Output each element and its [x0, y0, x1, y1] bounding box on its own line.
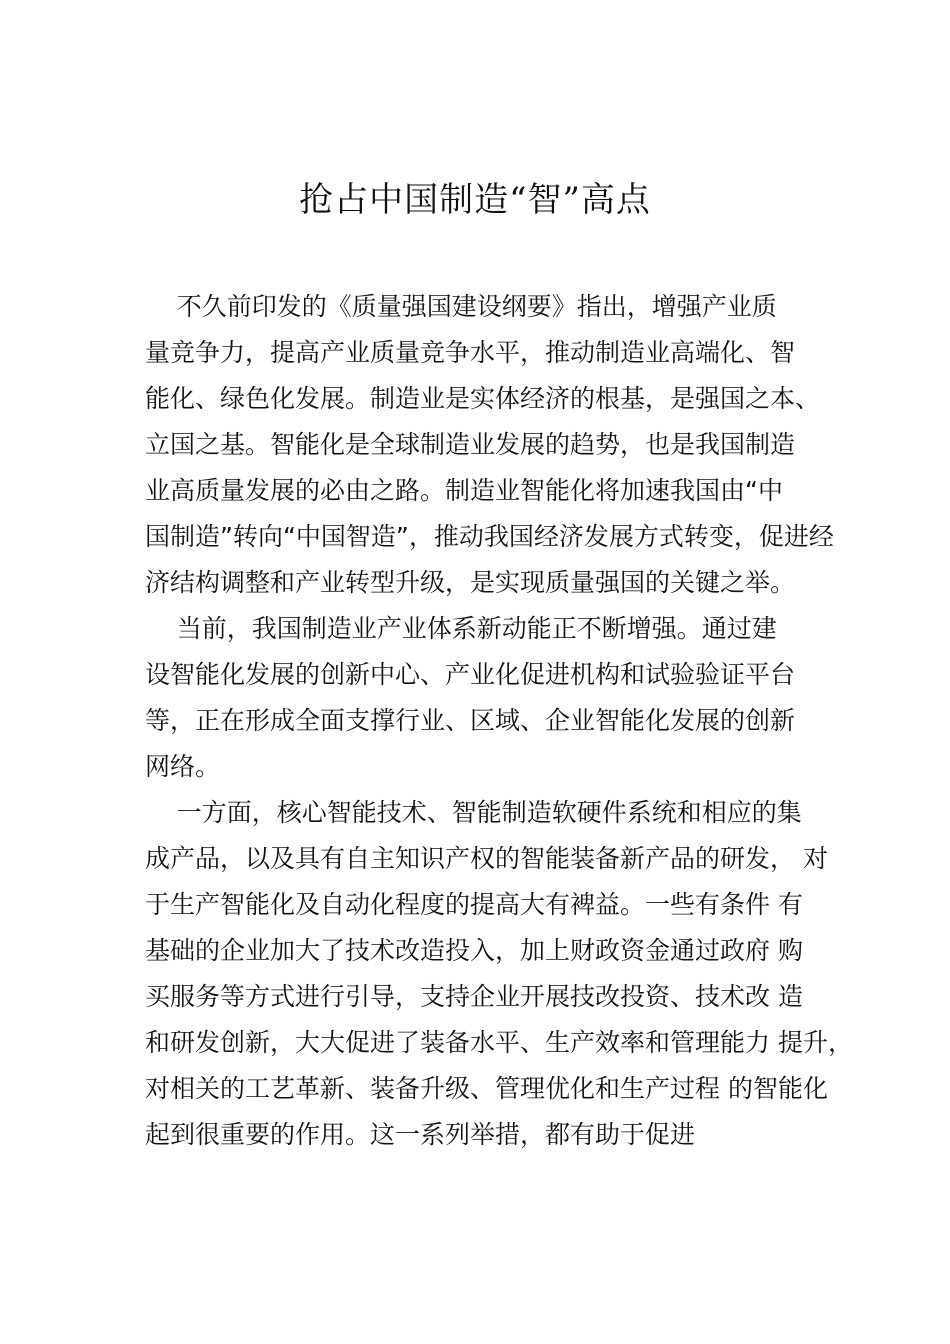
text-line: 当前，我国制造业产业体系新动能正不断增强。通过建	[145, 614, 777, 643]
text-line: 设智能化发展的创新中心、产业化促进机构和试验验证平台	[145, 660, 796, 689]
text-line: 一方面，核心智能技术、智能制造软硬件系统和相应的集	[145, 798, 802, 827]
text-line: 业高质量发展的必由之路。制造业智能化将加速我国由“中	[145, 476, 783, 505]
text-line: 等，正在形成全面支撑行业、区域、企业智能化发展的创新	[145, 706, 796, 735]
text-line: 买服务等方式进行引导，支持企业开展技改投资、技术改 造	[145, 982, 803, 1011]
text-line: 量竞争力，提高产业质量竞争水平，推动制造业高端化、智	[145, 338, 796, 367]
text-line: 和研发创新，大大促进了装备水平、生产效率和管理能力 提升，	[145, 1028, 853, 1057]
text-line: 网络。	[145, 752, 221, 781]
document-title: 抢占中国制造“智”高点	[299, 180, 651, 220]
text-line: 基础的企业加大了技术改造投入，加上财政资金通过政府 购	[145, 936, 803, 965]
text-line: 立国之基。智能化是全球制造业发展的趋势，也是我国制造	[145, 430, 796, 459]
text-line: 起到很重要的作用。这一系列举措，都有助于促进	[145, 1120, 696, 1149]
text-line: 能化、绿色化发展。制造业是实体经济的根基，是强国之本、	[145, 384, 821, 413]
document-body	[145, 284, 853, 1158]
text-line: 国制造”转向“中国智造”，推动我国经济发展方式转变，促进经	[145, 522, 834, 551]
text-line: 济结构调整和产业转型升级，是实现质量强国的关键之举。	[145, 568, 796, 597]
text-line: 于生产智能化及自动化程度的提高大有裨益。一些有条件 有	[145, 890, 803, 919]
text-line: 成产品，以及具有自主知识产权的智能装备新产品的研发， 对	[145, 844, 828, 873]
text-line: 对相关的工艺革新、装备升级、管理优化和生产过程 的智能化	[145, 1074, 828, 1103]
text-line: 不久前印发的《质量强国建设纲要》指出，增强产业质	[145, 292, 777, 321]
